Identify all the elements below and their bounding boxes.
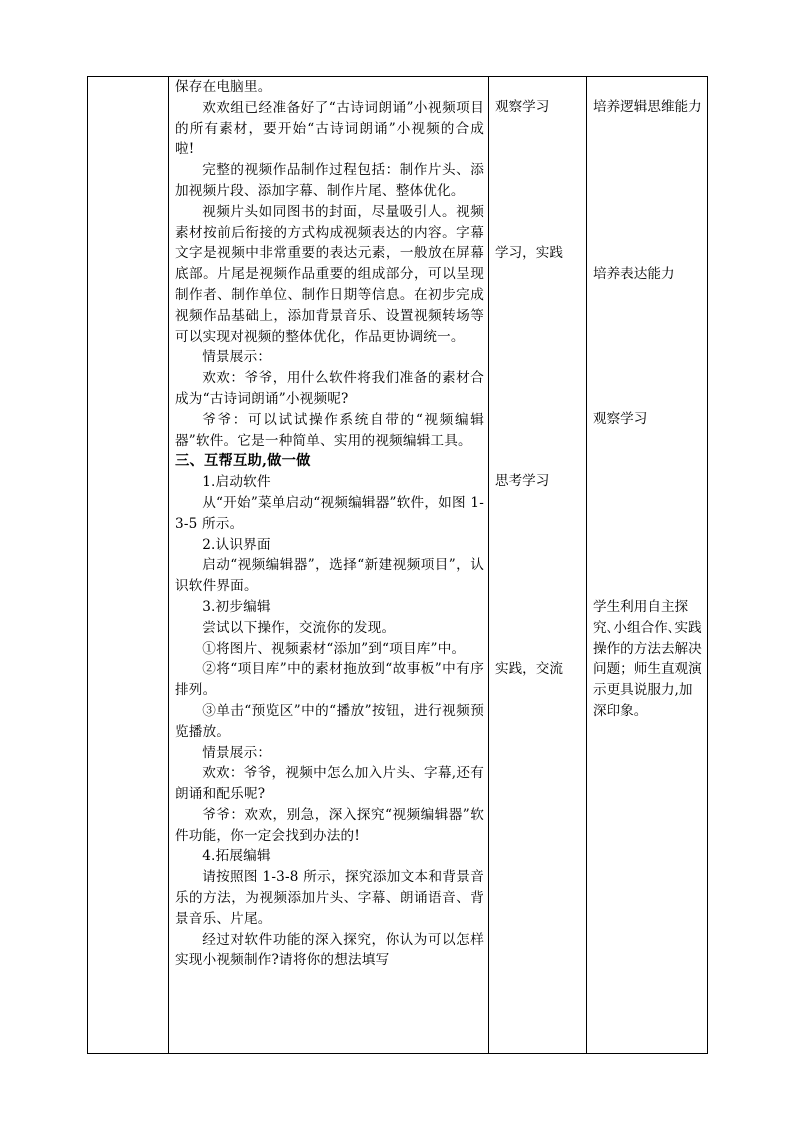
content-paragraph: ③单击“预览区”中的“播放”按钮，进行视频预览播放。 [175, 702, 484, 740]
content-paragraph: 爷爷：欢欢，别急，深入探究“视频编辑器”软件功能，你一定会找到办法的! [175, 806, 484, 844]
content-paragraph: 完整的视频作品制作过程包括：制作片头、添加视频片段、添加字幕、制作片尾、整体优化。 [175, 162, 484, 199]
content-paragraph: 经过对软件功能的深入探究，你认为可以怎样实现小视频制作?请将你的想法填写 [175, 931, 484, 969]
content-paragraph: 1.启动软件 [202, 474, 271, 491]
student-activity-cell [489, 77, 587, 1054]
design-intent-3: 观察学习 [593, 411, 648, 427]
student-activity-1: 观察学习 [495, 99, 550, 115]
teaching-content-cell [169, 77, 489, 1054]
content-paragraph: 2.认识界面 [202, 536, 271, 553]
content-paragraph: 欢欢：爷爷，视频中怎么加入片头、字幕,还有朗诵和配乐呢? [175, 765, 484, 803]
lesson-plan-table [87, 76, 708, 1054]
content-paragraph: 请按照图 1-3-8 所示，探究添加文本和背景音乐的方法，为视频添加片头、字幕、朗诵语音、背景音乐、片尾。 [175, 869, 484, 927]
content-paragraph: 视频片头如同图书的封面，尽量吸引人。视频素材按前后衔接的方式构成视频表达的内容。字幕文字是视频中非常重要的表达元素，一般放在屏幕底部。片尾是视频作品重要的组成部分，可以呈现制作者、制作单位、制作日期等信息。在初步完成视频作品基础上，添加背景音乐、设置视频转场等可以实现对视频的整体优化，作品更协调统一。 [175, 203, 484, 345]
student-activity-2: 学习，实践 [495, 245, 563, 261]
stage-column-cell [88, 77, 169, 1054]
content-paragraph: ②将“项目库”中的素材拖放到“故事板”中有序排列。 [175, 661, 484, 699]
content-paragraph: 欢欢组已经准备好了“古诗词朗诵”小视频项目的所有素材，要开始“古诗词朗诵”小视频的合成啦! [175, 99, 484, 158]
teaching-content [169, 77, 488, 1053]
table-row [88, 77, 708, 1054]
design-intent-cell [587, 77, 708, 1054]
content-paragraph: 启动“视频编辑器”，选择“新建视频项目”，认识软件界面。 [175, 557, 484, 595]
content-paragraph: 保存在电脑里。 [175, 79, 272, 95]
student-activity-3: 思考学习 [495, 473, 550, 489]
content-paragraph: 爷爷：可以试试操作系统自带的“视频编辑器”软件。它是一种简单、实用的视频编辑工具。 [175, 411, 484, 449]
design-intent-2: 培养表达能力 [593, 266, 675, 282]
section-heading: 三、互帮互助,做一做 [175, 453, 311, 470]
content-paragraph: 4.拓展编辑 [202, 848, 271, 865]
content-paragraph: 尝试以下操作，交流你的发现。 [202, 619, 396, 636]
design-intent-1: 培养逻辑思维能力 [593, 99, 702, 115]
student-activity-4: 实践，交流 [495, 661, 563, 677]
content-paragraph: ①将图片、视频素材“添加”到“项目库”中。 [202, 640, 466, 657]
content-paragraph: 欢欢：爷爷，用什么软件将我们准备的素材合成为“古诗词朗诵”小视频呢? [175, 370, 484, 407]
content-paragraph: 从“开始”菜单启动“视频编辑器”软件，如图 1-3-5 所示。 [175, 494, 484, 532]
content-paragraph: 情景展示： [202, 349, 272, 366]
content-paragraph: 3.初步编辑 [202, 598, 271, 615]
content-paragraph: 情景展示： [202, 744, 272, 761]
design-intent-4: 学生利用自主探究､小组合作､实践操作的方法去解决问题；师生直观演示更具说服力,加深印象。 [593, 599, 702, 719]
